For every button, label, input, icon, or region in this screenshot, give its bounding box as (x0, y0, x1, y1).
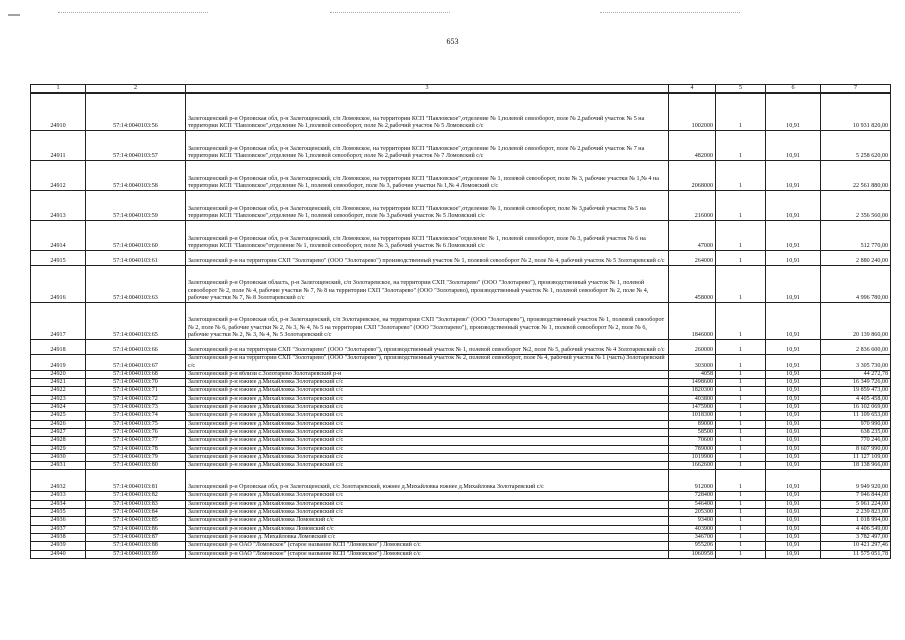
area-value: 1018300 (669, 412, 716, 420)
cadastral-value: 2 356 560,00 (821, 191, 891, 221)
share-value: 1 (716, 542, 766, 550)
area-value: 728400 (669, 492, 716, 500)
cadastral-number: 57:14:0040103:58 (86, 161, 186, 191)
table-row (31, 370, 891, 378)
scan-artifact (58, 12, 208, 14)
share-value: 1 (716, 517, 766, 525)
unit-price: 10,91 (766, 266, 821, 303)
cadastral-value: 9 949 920,00 (821, 470, 891, 492)
cadastral-value: 11 575 051,78 (821, 550, 891, 558)
column-header: 3 (186, 85, 669, 94)
plot-location: Залегощенский р-н на территории СХП "Золотарево" (ООО "Золотарево"), производственный участок № 1, полевой севооборот №2, поле № 5, рабочий участок № 4 Золотаревский с/с (186, 340, 669, 355)
cadastral-number: 57:14:0040103:72 (86, 395, 186, 403)
cadastral-number: 57:14:0040103:65 (86, 303, 186, 340)
plot-location: Залегощенский р-н Орловская обл, р-н Залегощенский, с/п Золотаревское, на территории СХП "Золотарево" (ООО "Золотарево"), производственный участок № 1, полевой севооборот № 2, поле № 6, рабочие участки № 2, № 3, № 4, № 5 на территории СХП "Золотарево" (ООО "Золотарево"), производственный участок № 1, полевой севооборот № 2, поле № 6, рабочие участки № 2, № 3, № 4, № 5 Золотаревский с/с (186, 303, 669, 340)
unit-price: 10,91 (766, 303, 821, 340)
table-row (31, 387, 891, 395)
record-number: 24935 (31, 509, 86, 517)
unit-price: 10,91 (766, 462, 821, 470)
cadastral-value: 5 961 224,00 (821, 500, 891, 508)
plot-location: Залегощенский р-н южнее д.Михайловка Золотаревский с/с (186, 492, 669, 500)
cadastral-number: 57:14:0040103:68 (86, 370, 186, 378)
plot-location: Залегощенский р-н ОАО "Ломовское" (старое название КСП "Ломовское") Ломовский с/с (186, 550, 669, 558)
cadastral-number: 57:14:0040103:57 (86, 131, 186, 161)
plot-location: Залегощенский р-н Орловская обл, р-н Залегощенский, с/с Золотаревский, южнее д.Михайловка южнее д.Михайловка Золотаревский с/с (186, 470, 669, 492)
area-value: 1475900 (669, 404, 716, 412)
plot-location: Залегощенский р-н на территории СХП "Золотарево" (ООО "Золотарево") производственный участок № 1, полевой севооборот № 2, поле № 4, рабочий участок № 5 Золотаревский с/с (186, 251, 669, 266)
column-header: 4 (669, 85, 716, 94)
cadastral-value: 8 607 990,00 (821, 445, 891, 453)
unit-price: 10,91 (766, 340, 821, 355)
unit-price: 10,91 (766, 370, 821, 378)
page-number: 653 (446, 37, 459, 46)
unit-price: 10,91 (766, 550, 821, 558)
record-number: 24936 (31, 517, 86, 525)
share-value: 1 (716, 509, 766, 517)
plot-location: Залегощенский р-н Орловская область, р-н Залегощенский, с/п Золотаревское, на территории СХП "Золотарево" (ООО "Золотарево"), производственный участок № 1, полевой севооборот № 2, поле № 4, рабочие участки № 7, № 8 на территории СХП "Золотарево" (ООО "Золотарево), производственный участок № 1, полевой севооборот № 2, поле № 4, рабочие участки № 7, № 8 Золотаревский с/с (186, 266, 669, 303)
cadastral-value: 10 931 820,00 (821, 93, 891, 131)
cadastral-value: 638 235,00 (821, 428, 891, 436)
plot-location: Залегощенский р-н южнее д.Михайловка Золотаревский с/с (186, 395, 669, 403)
cadastral-number: 57:14:0040103:77 (86, 437, 186, 445)
area-value: 1498600 (669, 379, 716, 387)
cadastral-value: 5 258 620,00 (821, 131, 891, 161)
share-value: 1 (716, 470, 766, 492)
cadastral-number: 57:14:0040103:75 (86, 420, 186, 428)
table-row (31, 533, 891, 541)
cadastral-number: 57:14:0040103:63 (86, 266, 186, 303)
cadastral-value: 1 018 994,00 (821, 517, 891, 525)
cadastral-number: 57:14:0040103:88 (86, 542, 186, 550)
unit-price: 10,91 (766, 533, 821, 541)
record-number: 24917 (31, 303, 86, 340)
table-row (31, 428, 891, 436)
column-header: 1 (31, 85, 86, 94)
unit-price: 10,91 (766, 93, 821, 131)
share-value: 1 (716, 404, 766, 412)
unit-price: 10,91 (766, 445, 821, 453)
table-row (31, 303, 891, 340)
table-row (31, 420, 891, 428)
area-value: 346700 (669, 533, 716, 541)
cadastral-value: 11 127 109,00 (821, 453, 891, 461)
cadastral-number: 57:14:0040103:66 (86, 340, 186, 355)
table-row (31, 500, 891, 508)
cadastral-value: 11 109 653,00 (821, 412, 891, 420)
plot-location: Залегощенский р-н на территории СХП "Золотарево" (ООО "Золотарево"), производственный участок № 2, полевой севооборот, поле № 4, рабочий участок № 1 (часть) Золотаревский с/с (186, 355, 669, 371)
table-row (31, 437, 891, 445)
cadastral-number: 57:14:0040103:61 (86, 251, 186, 266)
share-value: 1 (716, 437, 766, 445)
share-value: 1 (716, 131, 766, 161)
share-value: 1 (716, 445, 766, 453)
record-number: 24940 (31, 550, 86, 558)
table-row (31, 412, 891, 420)
share-value: 1 (716, 462, 766, 470)
record-number: 24927 (31, 428, 86, 436)
cadastral-value: 3 305 730,00 (821, 355, 891, 371)
share-value: 1 (716, 355, 766, 371)
unit-price: 10,91 (766, 470, 821, 492)
area-value: 482000 (669, 131, 716, 161)
share-value: 1 (716, 161, 766, 191)
cadastral-value: 10 421 297,46 (821, 542, 891, 550)
unit-price: 10,91 (766, 437, 821, 445)
cadastral-value: 20 139 860,00 (821, 303, 891, 340)
table-row (31, 355, 891, 371)
table-row (31, 340, 891, 355)
record-number: 24925 (31, 412, 86, 420)
plot-location: Залегощенский р-н южнее д.Михайловка Золотаревский с/с (186, 445, 669, 453)
cadastral-number: 57:14:0040103:59 (86, 191, 186, 221)
cadastral-number: 57:14:0040103:76 (86, 428, 186, 436)
plot-location: Залегощенский р-н ОАО "Ломовское" (старое название КСП "Ломовское") Ломовский с/с (186, 542, 669, 550)
table-row (31, 509, 891, 517)
plot-location: Залегощенский р-н южнее д.Михайловка Золотаревский с/с (186, 404, 669, 412)
cadastral-value: 18 138 966,00 (821, 462, 891, 470)
table-row (31, 395, 891, 403)
share-value: 1 (716, 379, 766, 387)
share-value: 1 (716, 453, 766, 461)
unit-price: 10,91 (766, 395, 821, 403)
area-value: 89000 (669, 420, 716, 428)
area-value: 458000 (669, 266, 716, 303)
unit-price: 10,91 (766, 379, 821, 387)
unit-price: 10,91 (766, 221, 821, 251)
share-value: 1 (716, 533, 766, 541)
unit-price: 10,91 (766, 420, 821, 428)
record-number: 24913 (31, 191, 86, 221)
record-number: 24933 (31, 492, 86, 500)
record-number: 24920 (31, 370, 86, 378)
record-number: 24923 (31, 395, 86, 403)
area-value: 4058 (669, 370, 716, 378)
share-value: 1 (716, 428, 766, 436)
cadastral-value: 2 239 823,00 (821, 509, 891, 517)
unit-price: 10,91 (766, 251, 821, 266)
cadastral-value: 22 561 880,00 (821, 161, 891, 191)
table-row (31, 445, 891, 453)
area-value: 2068000 (669, 161, 716, 191)
cadastral-number: 57:14:0040103:60 (86, 221, 186, 251)
cadastral-number: 57:14:0040103:71 (86, 387, 186, 395)
table-row (31, 251, 891, 266)
plot-location: Залегощенский р-н южнее д. Михайловка Ломовский с/с (186, 533, 669, 541)
scan-artifact (600, 12, 740, 14)
share-value: 1 (716, 370, 766, 378)
column-header-row (31, 85, 891, 94)
plot-location: Залегощенский р-н вблизи с.Золотарево Золотаревский р-н (186, 370, 669, 378)
unit-price: 10,91 (766, 500, 821, 508)
unit-price: 10,91 (766, 191, 821, 221)
column-header: 6 (766, 85, 821, 94)
area-value: 93400 (669, 517, 716, 525)
unit-price: 10,91 (766, 453, 821, 461)
cadastral-value: 7 946 844,00 (821, 492, 891, 500)
record-number: 24926 (31, 420, 86, 428)
cadastral-number: 57:14:0040103:83 (86, 500, 186, 508)
plot-location: Залегощенский р-н Орловская обл, р-н Залегощенский, с/п Ломовское, на территории КСП "Павловское"отделение № 1, полевой севооборот, поле № 3, рабочий участок № 6 на территории КСП "Павловское"отделение № 1, полевой севооборот, поле № 3, рабочий участок № 6 Ломовский с/с (186, 221, 669, 251)
share-value: 1 (716, 420, 766, 428)
area-value: 403900 (669, 525, 716, 533)
area-value: 1060958 (669, 550, 716, 558)
cadastral-number: 57:14:0040103:67 (86, 355, 186, 371)
table-row (31, 161, 891, 191)
unit-price: 10,91 (766, 355, 821, 371)
table-row (31, 93, 891, 131)
area-value: 912000 (669, 470, 716, 492)
cadastral-value: 512 770,00 (821, 221, 891, 251)
table-row (31, 404, 891, 412)
cadastral-number: 57:14:0040103:80 (86, 462, 186, 470)
record-number: 24911 (31, 131, 86, 161)
plot-location: Залегощенский р-н южнее д.Михайловка Золотаревский с/с (186, 412, 669, 420)
cadastral-value: 44 272,78 (821, 370, 891, 378)
share-value: 1 (716, 412, 766, 420)
plot-location: Залегощенский р-н южнее д.Михайловка Золотаревский с/с (186, 462, 669, 470)
share-value: 1 (716, 492, 766, 500)
cadastral-value: 4 406 549,00 (821, 525, 891, 533)
table-row (31, 131, 891, 161)
area-value: 789000 (669, 445, 716, 453)
cadastral-number: 57:14:0040103:70 (86, 379, 186, 387)
area-value: 1019900 (669, 453, 716, 461)
record-number: 24915 (31, 251, 86, 266)
area-value: 403800 (669, 395, 716, 403)
share-value: 1 (716, 340, 766, 355)
plot-location: Залегощенский р-н южнее д.Михайловка Золотаревский с/с (186, 387, 669, 395)
column-header: 2 (86, 85, 186, 94)
plot-location: Залегощенский р-н южнее д.Михайловка Ломовский с/с (186, 525, 669, 533)
area-value: 47000 (669, 221, 716, 251)
share-value: 1 (716, 191, 766, 221)
record-number: 24939 (31, 542, 86, 550)
cadastral-value: 16 349 726,00 (821, 379, 891, 387)
scan-artifact (330, 12, 450, 14)
cadastral-number: 57:14:0040103:73 (86, 404, 186, 412)
cadastral-value: 970 990,00 (821, 420, 891, 428)
cadastral-number: 57:14:0040103:89 (86, 550, 186, 558)
area-value: 260000 (669, 340, 716, 355)
cadastral-number: 57:14:0040103:78 (86, 445, 186, 453)
plot-location: Залегощенский р-н южнее д.Михайловка Золотаревский с/с (186, 428, 669, 436)
cadastral-value: 16 102 069,00 (821, 404, 891, 412)
record-number: 24914 (31, 221, 86, 251)
share-value: 1 (716, 395, 766, 403)
share-value: 1 (716, 500, 766, 508)
unit-price: 10,91 (766, 387, 821, 395)
plot-location: Залегощенский р-н южнее д.Михайловка Золотаревский с/с (186, 509, 669, 517)
cadastral-value: 4 996 780,00 (821, 266, 891, 303)
table-row (31, 462, 891, 470)
cadastral-number: 57:14:0040103:82 (86, 492, 186, 500)
record-number: 24930 (31, 453, 86, 461)
record-number: 24931 (31, 462, 86, 470)
share-value: 1 (716, 266, 766, 303)
record-number: 24929 (31, 445, 86, 453)
plot-location: Залегощенский р-н Орловская обл, р-н Залегощенский, с/п Ломовское, на территории КСП "Павловское",отделение № 1, полевой севооборот, поле № 3, рабочие участки № 1,№ 4 на территории КСП "Павловское",отделение № 1, полевой севооборот, поле № 3, рабочие участки № 1,№ 4 Ломовский с/с (186, 161, 669, 191)
table-row (31, 542, 891, 550)
cadastral-value: 19 859 473,00 (821, 387, 891, 395)
plot-location: Залегощенский р-н южнее д.Михайловка Золотаревский с/с (186, 420, 669, 428)
plot-location: Залегощенский р-н южнее д.Михайловка Золотаревский с/с (186, 453, 669, 461)
cadastral-number: 57:14:0040103:86 (86, 525, 186, 533)
cadastral-value: 2 880 240,00 (821, 251, 891, 266)
unit-price: 10,91 (766, 131, 821, 161)
record-number: 24918 (31, 340, 86, 355)
cadastral-number: 57:14:0040103:81 (86, 470, 186, 492)
area-value: 216000 (669, 191, 716, 221)
record-number: 24932 (31, 470, 86, 492)
table-row (31, 266, 891, 303)
record-number: 24919 (31, 355, 86, 371)
plot-location: Залегощенский р-н Орловская обл, р-н Залегощенский, с/п Ломовское, на территории КСП "Павловское",отделение № 1,полевой севооборот, поле № 2,рабочий участок № 7 на территории КСП "Павловское",отделение № 1,полевой севооборот, поле № 2,рабочий участок № 7 Ломовский с/с (186, 131, 669, 161)
share-value: 1 (716, 303, 766, 340)
record-number: 24916 (31, 266, 86, 303)
unit-price: 10,91 (766, 517, 821, 525)
cadastral-number: 57:14:0040103:56 (86, 93, 186, 131)
record-number: 24924 (31, 404, 86, 412)
area-value: 205300 (669, 509, 716, 517)
unit-price: 10,91 (766, 492, 821, 500)
land-registry-table (30, 84, 891, 559)
cadastral-number: 57:14:0040103:74 (86, 412, 186, 420)
area-value: 955206 (669, 542, 716, 550)
share-value: 1 (716, 221, 766, 251)
area-value: 1002000 (669, 93, 716, 131)
cadastral-number: 57:14:0040103:87 (86, 533, 186, 541)
plot-location: Залегощенский р-н южнее д.Михайловка Золотаревский с/с (186, 500, 669, 508)
share-value: 1 (716, 93, 766, 131)
record-number: 24937 (31, 525, 86, 533)
table-row (31, 470, 891, 492)
plot-location: Залегощенский р-н южнее д.Михайловка Ломовский с/с (186, 517, 669, 525)
plot-location: Залегощенский р-н Орловская обл, р-н Залегощенский, с/п Ломовское, на территории КСП "Павловское",отделение № 1,полевой севооборот, поле № 2,рабочий участок № 5 на территории КСП "Павловское",отделение № 1,полевой севооборот, поле № 2,рабочий участок № 5 Ломовский с/с (186, 93, 669, 131)
table-row (31, 492, 891, 500)
plot-location: Залегощенский р-н Орловская обл, р-н Залегощенский, с/п Ломовское, на территории КСП "Павловское",отделение № 1, полевой севооборот, поле № 3,рабочий участок № 5 на территории КСП "Павловское",отделение № 1, полевой севооборот, поле № 3,рабочий участок № 5 Ломовский с/с (186, 191, 669, 221)
unit-price: 10,91 (766, 525, 821, 533)
area-value: 1662600 (669, 462, 716, 470)
cadastral-value: 770 246,00 (821, 437, 891, 445)
area-value: 58500 (669, 428, 716, 436)
area-value: 546400 (669, 500, 716, 508)
unit-price: 10,91 (766, 428, 821, 436)
share-value: 1 (716, 387, 766, 395)
table-row (31, 525, 891, 533)
record-number: 24934 (31, 500, 86, 508)
plot-location: Залегощенский р-н южнее д.Михайловка Золотаревский с/с (186, 437, 669, 445)
unit-price: 10,91 (766, 161, 821, 191)
area-value: 264000 (669, 251, 716, 266)
cadastral-number: 57:14:0040103:84 (86, 509, 186, 517)
cadastral-value: 2 836 600,00 (821, 340, 891, 355)
area-value: 303000 (669, 355, 716, 371)
record-number: 24921 (31, 379, 86, 387)
area-value: 70600 (669, 437, 716, 445)
record-number: 24912 (31, 161, 86, 191)
plot-location: Залегощенский р-н южнее д.Михайловка Золотаревский с/с (186, 379, 669, 387)
unit-price: 10,91 (766, 412, 821, 420)
unit-price: 10,91 (766, 542, 821, 550)
table-row (31, 550, 891, 558)
table-row (31, 221, 891, 251)
record-number: 24938 (31, 533, 86, 541)
unit-price: 10,91 (766, 509, 821, 517)
scan-artifact (8, 14, 20, 16)
table-row (31, 191, 891, 221)
share-value: 1 (716, 525, 766, 533)
cadastral-value: 3 782 497,00 (821, 533, 891, 541)
record-number: 24928 (31, 437, 86, 445)
column-header: 7 (821, 85, 891, 94)
unit-price: 10,91 (766, 404, 821, 412)
table-row (31, 517, 891, 525)
table-row (31, 379, 891, 387)
area-value: 1820300 (669, 387, 716, 395)
cadastral-number: 57:14:0040103:79 (86, 453, 186, 461)
share-value: 1 (716, 550, 766, 558)
cadastral-number: 57:14:0040103:85 (86, 517, 186, 525)
column-header: 5 (716, 85, 766, 94)
share-value: 1 (716, 251, 766, 266)
area-value: 1846000 (669, 303, 716, 340)
record-number: 24922 (31, 387, 86, 395)
table-row (31, 453, 891, 461)
cadastral-value: 4 405 458,00 (821, 395, 891, 403)
record-number: 24910 (31, 93, 86, 131)
